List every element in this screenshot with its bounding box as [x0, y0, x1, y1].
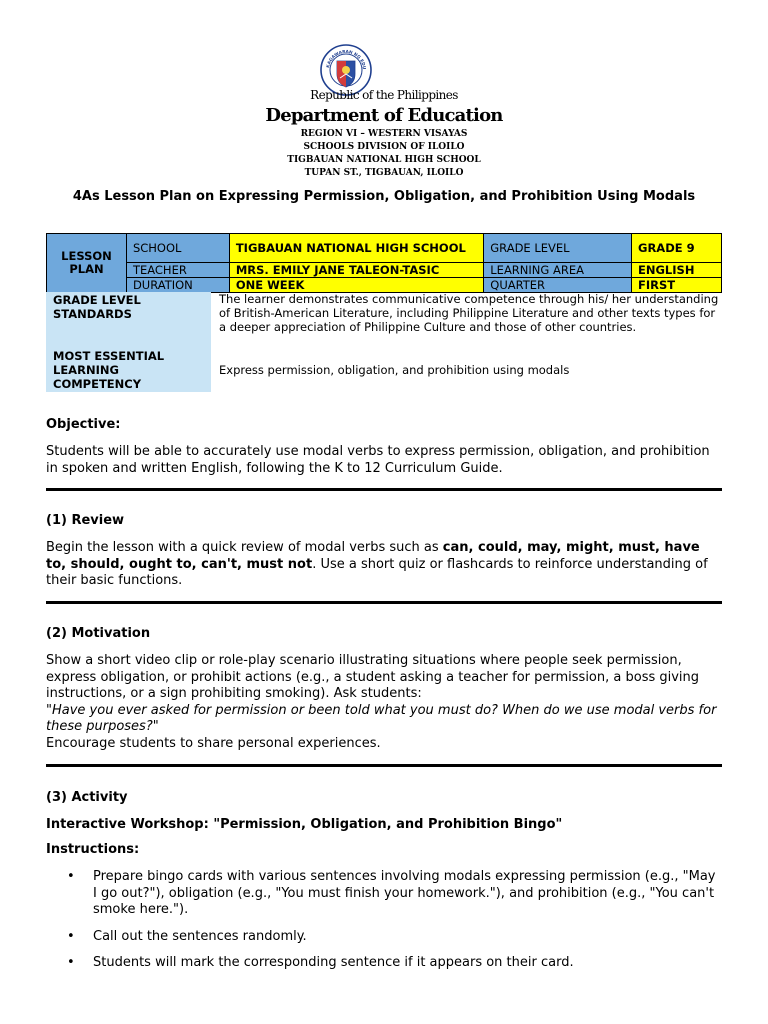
list-item: • Call out the sentences randomly. — [46, 929, 722, 946]
standards-section — [46, 292, 722, 392]
learning-area-value: ENGLISH — [632, 263, 722, 278]
lesson-plan-label: LESSON PLAN — [47, 234, 127, 293]
instructions-label: Instructions: — [46, 842, 140, 857]
objective-text: Students will be able to accurately use modal verbs to express permission, obligation, and prohibition in spoken and written English, following the K to 12 Curriculum Guide. — [46, 444, 710, 476]
duration-value: ONE WEEK — [229, 278, 483, 293]
activity-heading: (3) Activity — [46, 790, 128, 805]
review-heading: (1) Review — [46, 513, 125, 528]
school-label: SCHOOL — [126, 234, 229, 263]
objective-heading: Objective: — [46, 417, 121, 432]
motivation-closing: Encourage students to share personal experiences. — [46, 735, 381, 751]
division-line: SCHOOLS DIVISION OF ILOILO — [303, 142, 465, 152]
section-divider — [46, 764, 722, 767]
grade-level-value: GRADE 9 — [632, 234, 722, 263]
quarter-label: QUARTER — [484, 278, 632, 293]
motivation-question: Have you ever asked for permission or been told what you must do? When do we use modal verbs for these purposes? — [46, 702, 717, 734]
review-modal-list: can, could, may, might, must, have to, should, ought to, can't, must not — [46, 540, 700, 572]
grade-level-label: GRADE LEVEL — [484, 234, 632, 263]
teacher-label: TEACHER — [126, 263, 229, 278]
list-item: • Students will mark the corresponding sentence if it appears on their card. — [46, 955, 722, 972]
school-line: TIGBAUAN NATIONAL HIGH SCHOOL — [287, 155, 481, 165]
review-text-intro: Begin the lesson with a quick review of modal verbs such as — [46, 540, 443, 555]
workshop-title: Interactive Workshop: "Permission, Obligation, and Prohibition Bingo" — [46, 817, 563, 832]
svg-text:KAGAWARAN NG EDUKASYON: KAGAWARAN NG EDU — [325, 48, 368, 70]
lesson-info-table — [46, 233, 722, 293]
school-value: TIGBAUAN NATIONAL HIGH SCHOOL — [229, 234, 483, 263]
motivation-heading: (2) Motivation — [46, 626, 151, 641]
section-divider — [46, 488, 722, 491]
department-heading: Department of Education — [265, 105, 503, 126]
grade-level-standards-text: The learner demonstrates communicative competence through his/ her understanding of British-American Literature, including Philippine Literature and other texts types for a deeper appreciation of Philippine Culture and those of other countries. — [219, 292, 719, 334]
melc-text: Express permission, obligation, and prohibition using modals — [219, 363, 570, 377]
quarter-value: FIRST — [632, 278, 722, 293]
learning-area-label: LEARNING AREA — [484, 263, 632, 278]
grade-level-standards-label: GRADE LEVEL STANDARDS — [53, 293, 141, 321]
lesson-title: 4As Lesson Plan on Expressing Permission, Obligation, and Prohibition Using Modals — [72, 189, 696, 204]
teacher-value: MRS. EMILY JANE TALEON-TASIC — [229, 263, 483, 278]
review-text-end: . Use a short quiz or flashcards to reinforce understanding of their basic functions. — [46, 556, 708, 588]
republic-heading: Republic of the Philippines — [310, 88, 458, 102]
list-item: • Prepare bingo cards with various sentences involving modals expressing permission (e.g., "May I go out?"), obligation (e.g., "You must finish your homework."), and prohibition (e.g., "You can't smoke here."). — [46, 869, 722, 919]
motivation-intro: Show a short video clip or role-play scenario illustrating situations where people seek permission, express obligation, or prohibit actions (e.g., a student asking a teacher for permission, a boss giving instructions, or a sign prohibiting smoking). Ask students: — [46, 653, 700, 701]
instructions-list — [46, 869, 722, 972]
address-line: TUPAN ST., TIGBAUAN, ILOILO — [304, 168, 464, 178]
motivation-text: Show a short video clip or role-play scenario illustrating situations where people seek permission, express obligation, or prohibit actions (e.g., a student asking a teacher for permission, a boss giving instructions, or a sign prohibiting smoking). Ask students: "Have you ever asked for permission or been told what you must do? When do we use modal verbs for these purposes?" Encourage students to share personal experiences. — [46, 653, 717, 751]
duration-label: DURATION — [126, 278, 229, 293]
section-divider — [46, 601, 722, 604]
review-text — [46, 540, 722, 590]
region-line: REGION VI – WESTERN VISAYAS — [300, 129, 468, 139]
melc-label: MOST ESSENTIAL LEARNING COMPETENCY — [53, 349, 165, 391]
